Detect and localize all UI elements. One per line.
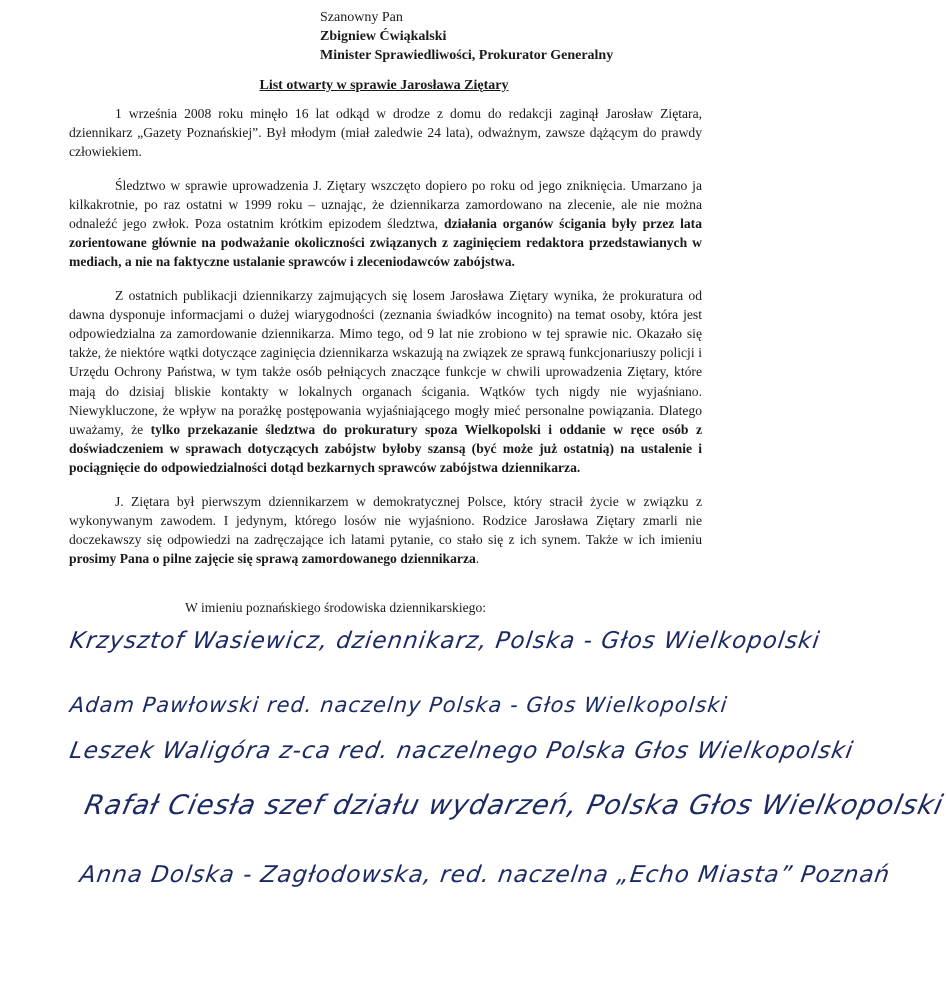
addressee-position: Minister Sprawiedliwości, Prokurator Generalny: [320, 48, 614, 63]
paragraph-4: J. Ziętara był pierwszym dziennikarzem w demokratycznej Polsce, który stracił życie w związku z wykonywanym zawodem. I jedynym, którego losów nie wyjaśniono. Rodzice Jarosława Ziętary zmarli nie doczekawszy się odpowiedzi na zadręczające ich latami pytanie, co stało się z ich synem. Także w ich imieniu prosimy Pana o pilne zajęcie się sprawą zamordowanego dziennikarza.: [69, 493, 702, 567]
signature-1: Krzysztof Wasiewicz, dziennikarz, Polska - Głos Wielkopolski: [68, 628, 822, 654]
signature-4: Rafał Ciesła szef działu wydarzeń, Polska Głos Wielkopolski: [81, 790, 946, 821]
addressee-name: Zbigniew Ćwiąkalski: [320, 29, 447, 44]
paragraph-4-emphasis: prosimy Pana o pilne zajęcie się sprawą zamordowanego dziennikarza: [69, 551, 476, 567]
signature-5: Anna Dolska - Zagłodowska, red. naczelna „Echo Miasta” Poznań: [78, 862, 892, 888]
letter-title: List otwarty w sprawie Jarosława Ziętary: [259, 78, 509, 93]
paragraph-2: Śledztwo w sprawie uprowadzenia J. Ziętary wszczęto dopiero po roku od jego zniknięcia. Umarzano ja kilkakrotnie, po raz ostatni w 1999 roku – uznając, że dziennikarza zamordowano na zlecenie, ale nie można odnaleźć jego zwłok. Poza ostatnim krótkim epizodem śledztwa, działania organów ścigania były przez lata zorientowane głównie na podważanie okoliczności związanych z zaginięciem redaktora przedstawianych w mediach, a nie na faktyczne ustalanie sprawców i zleceniodawców zabójstwa.: [69, 177, 702, 270]
paragraph-2-emphasis: działania organów ścigania były przez lata zorientowane głównie na podważanie okoliczności związanych z zaginięciem redaktora przedstawianych w mediach, a nie na faktyczne ustalanie sprawców i zleceniodawców zabójstwa.: [69, 216, 702, 270]
addressee-block: [320, 8, 613, 65]
paragraph-3: Z ostatnich publikacji dziennikarzy zajmujących się losem Jarosława Ziętary wynika, że prokuratura od dawna dysponuje informacjami o dużej wiarygodności (zeznania świadków incognito) na temat osoby, która jest odpowiedzialna za zamordowanie dziennikarza. Mimo tego, od 9 lat nie zrobiono w tej sprawie nic. Okazało się także, że niektóre wątki dotyczące zaginięcia dziennikarza wskazują na związek ze sprawą funkcjonariuszy policji i Urzędu Ochrony Państwa, w tym także osób pełniących znaczące funkcje w chwili uprowadzenia Ziętary, które mają do dzisiaj bliskie kontakty w lokalnych organach ścigania. Wątków tych nigdy nie wyjaśniano. Niewykluczone, że wpływ na porażkę postępowania wyjaśniającego mogły mieć personalne powiązania. Dlatego uważamy, że tylko przekazanie śledztwa do prokuratury spoza Wielkopolski i oddanie w ręce osób z doświadczeniem w sprawach dotyczących zabójstw byłoby szansą (być może już ostatnią) na ustalenie i pociągnięcie do odpowiedzialności dotąd bezkarnych sprawców zabójstwa dziennikarza.: [69, 287, 702, 476]
addressee-salutation: Szanowny Pan: [320, 10, 403, 25]
signature-2: Adam Pawłowski red. naczelny Polska - Głos Wielkopolski: [68, 693, 729, 717]
closing-line: W imieniu poznańskiego środowiska dziennikarskiego:: [185, 600, 487, 615]
letter-body: [69, 104, 702, 582]
signature-3: Leszek Waligóra z-ca red. naczelnego Polska Głos Wielkopolski: [67, 738, 856, 764]
paragraph-1: 1 września 2008 roku minęło 16 lat odkąd w drodze z domu do redakcji zaginął Jarosław Ziętara, dziennikarz „Gazety Poznańskiej”. Był młodym (miał zaledwie 24 lata), odważnym, zawsze dążącym do prawdy człowiekiem.: [69, 106, 702, 160]
paragraph-3-emphasis: tylko przekazanie śledztwa do prokuratury spoza Wielkopolski i oddanie w ręce osób z doświadczeniem w sprawach dotyczących zabójstw byłoby szansą (być może już ostatnią) na ustalenie i pociągnięcie do odpowiedzialności dotąd bezkarnych sprawców zabójstwa dziennikarza.: [69, 422, 702, 476]
